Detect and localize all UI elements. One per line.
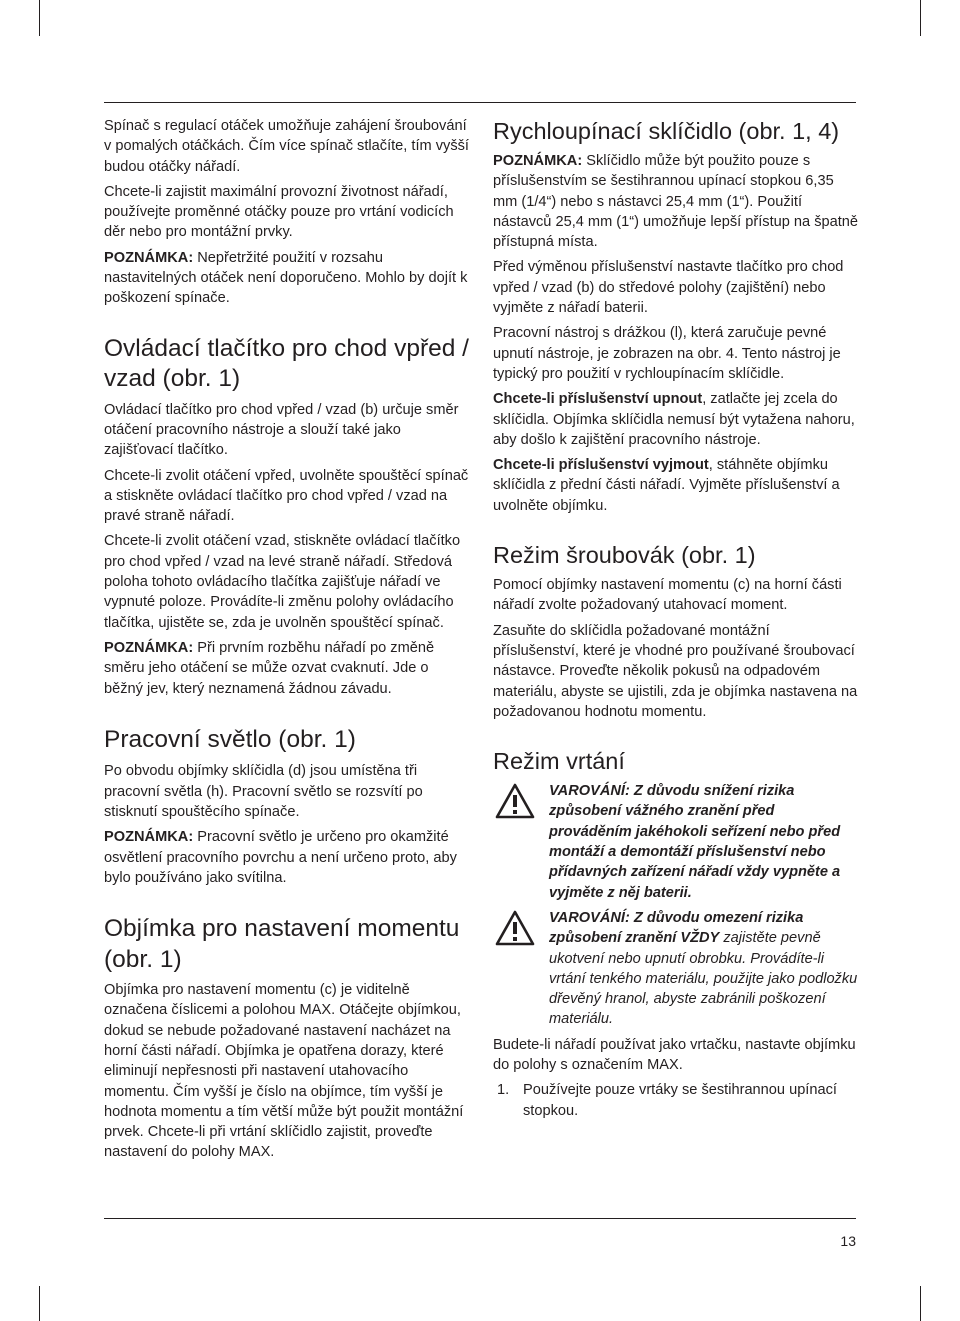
note-label: POZNÁMKA:	[493, 153, 583, 169]
warning-disconnect-battery	[493, 781, 859, 903]
instruction-label: Chcete-li příslušenství upnout	[493, 391, 703, 408]
note-click-sound	[104, 638, 470, 699]
heading-work-light: Pracovní světlo (obr. 1)	[104, 725, 356, 753]
warning-text	[549, 908, 859, 1030]
paragraph-select-torque: Pomocí objímky nastavení momentu (c) na horní části nářadí zvolte požadovaný utahovací moment.	[493, 577, 842, 614]
drill-steps-list	[493, 1080, 859, 1121]
paragraph-remove-accessory	[493, 455, 859, 516]
crop-mark-bottom-left	[39, 1286, 40, 1321]
list-item	[493, 1080, 859, 1121]
paragraph-forward: Chcete-li zvolit otáčení vpřed, uvolněte spouštěcí spínač a stiskněte ovládací tlačítko pro chod vpřed / vzad na pravé straně nářadí.	[104, 467, 469, 525]
instruction-label: Chcete-li příslušenství vyjmout	[493, 457, 709, 474]
paragraph-variable-speed: Spínač s regulací otáček umožňuje zahájení šroubování v pomalých otáčkách. Čím více spínač stlačíte, tím vyšší budou otáčky nářadí.	[104, 118, 469, 175]
note-label: POZNÁMKA:	[104, 639, 194, 656]
warning-italic-part: zajistěte pevně ukotvení nebo upnutí obrobku. Provádíte-li vrtání tenkého materiálu, použijte jako podložku dřevěný hranol, abyste zabránili poškození materiálu.	[549, 930, 858, 1028]
left-column	[104, 116, 470, 1168]
warning-bold-part: VAROVÁNÍ: Z důvodu omezení rizika způsobení zranění VŽDY	[549, 909, 804, 947]
heading-forward-reverse: Ovládací tlačítko pro chod vpřed / vzad (obr. 1)	[104, 334, 469, 393]
paragraph-drill-setting: Budete-li nářadí používat jako vrtačku, nastavte objímku do polohy s označením MAX.	[493, 1036, 856, 1073]
step-number: 1.	[497, 1082, 510, 1099]
paragraph-grooved-bit: Pracovní nástroj s drážkou (l), která zaručuje pevné upnutí nástroje, je zobrazen na obr. 4. Tento nástroj je typický pro použití v rychloupínacím sklíčidle.	[493, 325, 841, 382]
crop-mark-bottom-right	[920, 1286, 921, 1321]
note-label: POZNÁMKA:	[104, 829, 194, 846]
paragraph-service-life: Chcete-li zajistit maximální provozní životnost nářadí, používejte proměnné otáčky pouze pro vrtání vodicích děr nebo pro montážní prvky.	[104, 183, 454, 241]
note-text: Nepřetržité použití v rozsahu nastavitelných otáček není doporučeno. Mohlo by dojít k poškození spínače.	[104, 249, 468, 307]
right-column	[493, 116, 859, 1121]
paragraph-insert-accessory	[493, 389, 859, 450]
paragraph-reverse: Chcete-li zvolit otáčení vzad, stiskněte ovládací tlačítko pro chod vpřed / vzad na levé straně nářadí. Středová poloha tohoto ovládacího tlačítka zajišťuje nářadí ve vypnuté poloze. Provádíte-li změnu polohy ovládacího tlačítka, ujistěte se, zda je uvolněn spouštěcí spínač.	[104, 533, 461, 631]
note-chuck-accessories	[493, 151, 859, 252]
warning-secure-workpiece	[493, 908, 859, 1030]
paragraph-before-change: Před výměnou příslušenství nastavte tlačítko pro chod vpřed / vzad (b) do středové polohy (zajištění) nebo vyjměte z nářadí baterii.	[493, 259, 844, 317]
note-work-light	[104, 827, 470, 888]
heading-torque-collar: Objímka pro nastavení momentu (obr. 1)	[104, 915, 460, 973]
warning-triangle-icon	[495, 783, 535, 819]
warning-text: VAROVÁNÍ: Z důvodu snížení rizika způsobení vážného zranění před prováděním jakéhokoli seřízení nebo před montáží a demontáží příslušenství nebo přídavných zařízení nářadí vždy vypněte a vyjměte z něj baterii.	[549, 783, 841, 901]
instruction-text: , stáhněte objímku sklíčidla z přední části nářadí. Vyjměte příslušenství a uvolněte objímku.	[493, 457, 840, 514]
heading-keyless-chuck: Rychloupínací sklíčidlo (obr. 1, 4)	[493, 118, 840, 144]
note-text: Pracovní světlo je určeno pro okamžité osvětlení pracovního povrchu a není určeno proto, aby bylo používáno jako svítilna.	[104, 829, 457, 886]
paragraph-insert-bit: Zasuňte do sklíčidla požadované montážní příslušenství, které je vhodné pro používané šroubovací nástavce. Proveďte několik pokusů na odpadovém materiálu, abyste se ujistili, zda je objímka nastavena na požadovanou hodnotu momentu.	[493, 622, 858, 720]
page-number: 13	[840, 1233, 856, 1249]
note-text: Při prvním rozběhu nářadí po změně směru jeho otáčení se může ozvat cvaknutí. Jde o běžný jev, který neznamená žádnou závadu.	[104, 639, 435, 697]
note-continuous-use	[104, 248, 470, 309]
heading-drill-mode: Režim vrtání	[493, 748, 625, 775]
paragraph-work-light: Po obvodu objímky sklíčidla (d) jsou umístěna tři pracovní světla (h). Pracovní světlo se rozsvítí po stisknutí spouštěcího spínače.	[104, 763, 423, 820]
crop-mark-top-right	[920, 0, 921, 36]
warning-triangle-icon	[495, 910, 535, 946]
header-rule	[104, 102, 856, 103]
paragraph-torque-collar: Objímka pro nastavení momentu (c) je viditelně označena číslicemi a polohou MAX. Otáčejte objímkou, dokud se nebude požadované nastavení nacházet na horní části nářadí. Objímka je opatřena dorazy, které eliminují nepřesnosti při nastavení utahovacího momentu. Čím vyšší je číslo na objímce, tím vyšší je hodnota momentu a tím větší může být použit montážní prvek. Chcete-li při vrtání sklíčidlo zajistit, proveďte nastavení do polohy MAX.	[104, 982, 464, 1161]
crop-mark-top-left	[39, 0, 40, 36]
footer-rule	[104, 1218, 856, 1219]
heading-screwdriver-mode: Režim šroubovák (obr. 1)	[493, 542, 756, 569]
note-label: POZNÁMKA:	[104, 249, 194, 266]
paragraph-forward-reverse-intro: Ovládací tlačítko pro chod vpřed / vzad (b) určuje směr otáčení pracovního nástroje a slouží také jako zajišťovací tlačítko.	[104, 401, 459, 459]
instruction-text: , zatlačte jej zcela do sklíčidla. Objímka sklíčidla nemusí být vytažena nahoru, aby došlo k zajištění pracovního nástroje.	[493, 391, 855, 448]
step-text: Používejte pouze vrtáky se šestihrannou upínací stopkou.	[523, 1082, 837, 1119]
note-text: Sklíčidlo může být použito pouze s příslušenstvím se šestihrannou upínací stopkou 6,35 mm (1/4“) nebo s nástavci 25,4 mm (1“). Použití nástavců 25,4 mm (1“) umožňuje lepší přístup na špatně přístupná místa.	[493, 153, 859, 251]
